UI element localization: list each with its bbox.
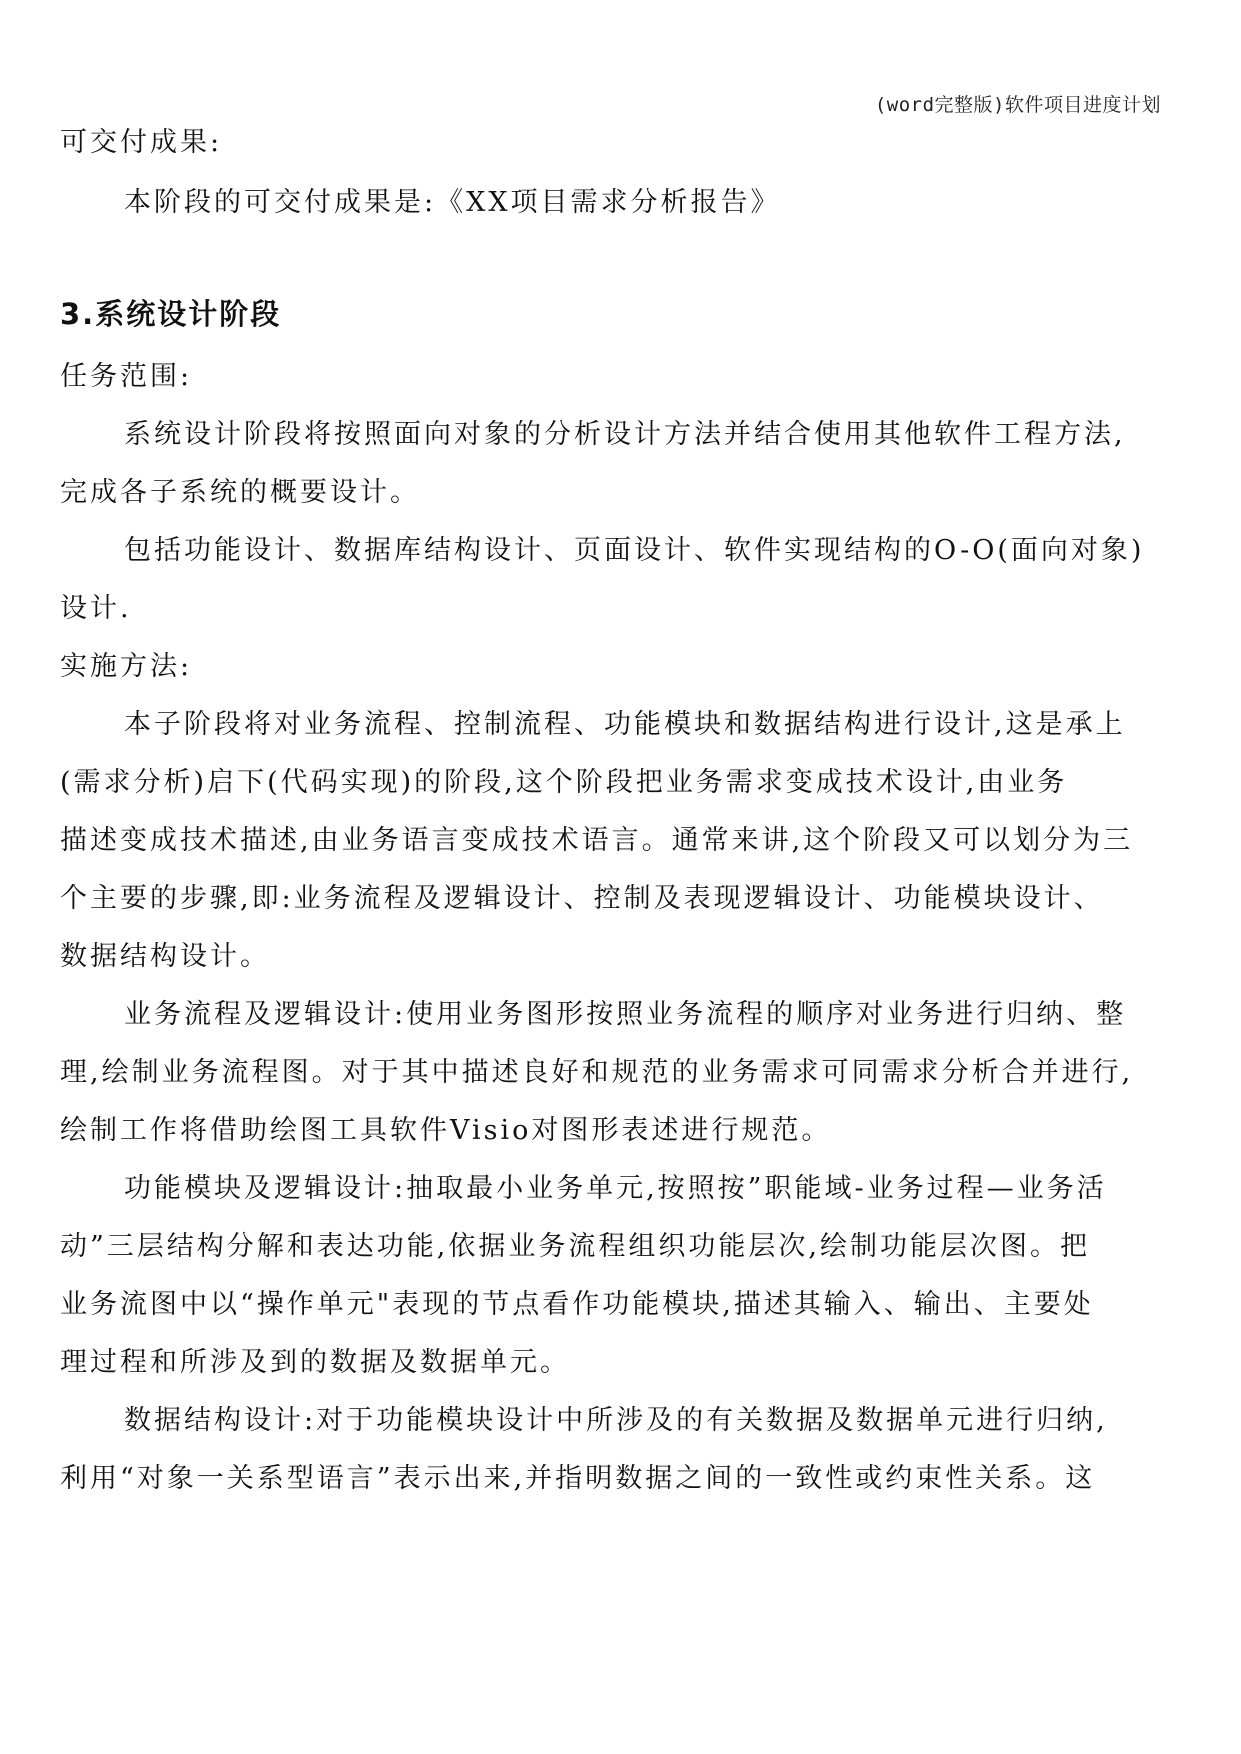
paragraph-line: 系统设计阶段将按照面向对象的分析设计方法并结合使用其他软件工程方法, (124, 419, 1126, 450)
paragraph-line: 描述变成技术描述,由业务语言变成技术语言。通常来讲,这个阶段又可以划分为三 (60, 825, 1134, 856)
paragraph-line: 业务流程及逻辑设计:使用业务图形按照业务流程的顺序对业务进行归纳、整 (124, 999, 1127, 1030)
paragraph-line: 理,绘制业务流程图。对于其中描述良好和规范的业务需求可同需求分析合并进行, (60, 1057, 1134, 1088)
paragraph-line: 动”三层结构分解和表达功能,依据业务流程组织功能层次,绘制功能层次图。把 (60, 1231, 1090, 1262)
paragraph-line: 业务流图中以“操作单元"表现的节点看作功能模块,描述其输入、输出、主要处 (60, 1289, 1094, 1320)
paragraph-line: 包括功能设计、数据库结构设计、页面设计、软件实现结构的O-O(面向对象) (124, 535, 1145, 566)
paragraph-line: 完成各子系统的概要设计。 (60, 477, 420, 508)
paragraph-line: 数据结构设计。 (60, 941, 270, 972)
paragraph-line: 绘制工作将借助绘图工具软件Visio对图形表述进行规范。 (60, 1115, 832, 1146)
paragraph-line: 数据结构设计:对于功能模块设计中所涉及的有关数据及数据单元进行归纳, (124, 1405, 1108, 1436)
deliverables-text: 本阶段的可交付成果是:《XX项目需求分析报告》 (124, 187, 781, 218)
deliverables-label: 可交付成果: (60, 127, 223, 158)
paragraph-line: 本子阶段将对业务流程、控制流程、功能模块和数据结构进行设计,这是承上 (124, 709, 1126, 740)
paragraph-line: 个主要的步骤,即:业务流程及逻辑设计、控制及表现逻辑设计、功能模块设计、 (60, 883, 1104, 914)
paragraph-line: 设计. (60, 593, 132, 624)
paragraph-line: 理过程和所涉及到的数据及数据单元。 (60, 1347, 570, 1378)
paragraph-line: (需求分析)启下(代码实现)的阶段,这个阶段把业务需求变成技术设计,由业务 (60, 767, 1068, 798)
paragraph-line: 利用“对象一关系型语言”表示出来,并指明数据之间的一致性或约束性关系。这 (60, 1463, 1096, 1494)
page-header: (word完整版)软件项目进度计划 (874, 94, 1161, 116)
section-heading: 3.系统设计阶段 (60, 297, 282, 331)
scope-label: 任务范围: (60, 361, 193, 392)
method-label: 实施方法: (60, 651, 193, 682)
paragraph-line: 功能模块及逻辑设计:抽取最小业务单元,按照按”职能域-业务过程—业务活 (124, 1173, 1107, 1204)
